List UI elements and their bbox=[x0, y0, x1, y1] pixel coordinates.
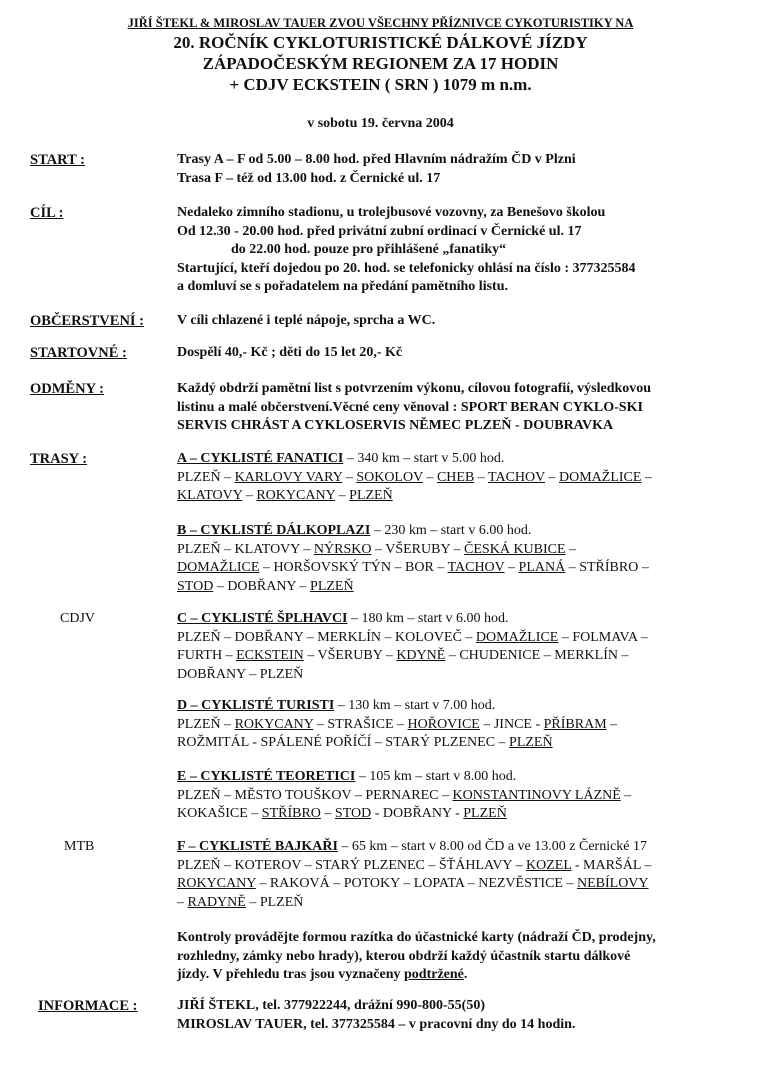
route-stops-line bbox=[177, 666, 648, 685]
route-stops-line bbox=[177, 487, 652, 506]
checkpoint-stop: PLANÁ bbox=[518, 560, 566, 575]
checkpoint-stop: KONSTANTINOVY LÁZNĚ bbox=[452, 787, 621, 803]
informace-line: JIŘÍ ŠTEKL, tel. 377922244, drážní 990-800-55(50) bbox=[177, 998, 485, 1013]
route-stops-line bbox=[177, 629, 648, 648]
route-info: – 180 km – start v 6.00 hod. bbox=[347, 611, 509, 626]
route-stops-line bbox=[177, 578, 649, 597]
stop-text: PLZEŇ – MĚSTO TOUŠKOV – PERNAREC – bbox=[177, 787, 453, 803]
stop-text: – FOLMAVA – bbox=[558, 629, 648, 645]
stop-text: – bbox=[504, 560, 519, 575]
route-b bbox=[177, 522, 649, 596]
route-name: F – CYKLISTÉ BAJKAŘI bbox=[177, 839, 338, 854]
route-heading bbox=[177, 768, 631, 787]
stop-text: – RAKOVÁ – POTOKY – LOPATA – NEZVĚSTICE – bbox=[255, 876, 577, 891]
stop-text: – bbox=[342, 469, 357, 485]
kontroly-line: Kontroly provádějte formou razítka do účastnické karty (nádraží ČD, prodejny, bbox=[177, 930, 656, 945]
stop-text: – DOBŘANY – bbox=[213, 578, 311, 594]
route-e bbox=[177, 768, 631, 824]
checkpoint-stop: KDYNĚ bbox=[396, 648, 446, 663]
stop-text: – VŠERUBY – bbox=[371, 541, 465, 557]
startovne-text bbox=[177, 344, 402, 363]
checkpoint-stop: STŘÍBRO bbox=[261, 806, 321, 821]
stop-text: – STŘÍBRO – bbox=[565, 560, 649, 575]
informace-text bbox=[177, 997, 575, 1034]
route-stops-line bbox=[177, 541, 649, 560]
kontroly-line bbox=[177, 966, 656, 985]
kontroly-line: rozhledny, zámky nebo hrady), kterou obdrží každý účastník startu dálkové bbox=[177, 948, 631, 964]
odmeny-line: Každý obdrží pamětní list s potvrzením výkonu, cílovou fotografií, výsledkovou bbox=[177, 381, 652, 396]
checkpoint-stop: ECKSTEIN bbox=[236, 648, 304, 663]
checkpoint-stop: DOMAŽLICE bbox=[177, 560, 260, 575]
checkpoint-stop: ROKYCANY bbox=[177, 876, 256, 891]
odmeny-label: ODMĚNY : bbox=[30, 381, 104, 397]
event-date: v sobotu 19. června 2004 bbox=[307, 116, 454, 131]
stop-text: PLZEŇ – KOTEROV – STARÝ PLZENEC – ŠŤÁHLAVY – bbox=[177, 857, 527, 873]
checkpoint-stop: RADYNĚ bbox=[187, 894, 246, 910]
stop-text: – PLZEŇ bbox=[245, 894, 304, 910]
stop-text: – bbox=[320, 806, 335, 821]
stop-text: FURTH – bbox=[177, 648, 237, 663]
header-title: 20. ROČNÍK CYKLOTURISTICKÉ DÁLKOVÉ JÍZDY bbox=[173, 33, 588, 52]
stop-text: – bbox=[565, 541, 577, 557]
route-stops-line bbox=[177, 857, 651, 876]
route-name: E – CYKLISTÉ TEORETICI bbox=[177, 769, 356, 784]
start-line: Trasy A – F od 5.00 – 8.00 hod. před Hlavním nádražím ČD v Plzni bbox=[177, 152, 576, 167]
checkpoint-stop: KLATOVY bbox=[177, 488, 243, 503]
checkpoint-stop: PŘÍBRAM bbox=[543, 716, 607, 732]
route-stops-line bbox=[177, 469, 652, 488]
checkpoint-stop: DOMAŽLICE bbox=[475, 629, 559, 645]
header-invitation-line: JIŘÍ ŠTEKL & MIROSLAV TAUER ZVOU VŠECHNY PŘÍZNIVCE CYKOTURISTIKY NA bbox=[127, 16, 634, 30]
checkpoint-stop: DOMAŽLICE bbox=[559, 469, 642, 485]
header-cdjv-line: + CDJV ECKSTEIN ( SRN ) 1079 m n.m. bbox=[229, 75, 532, 94]
stop-text: – bbox=[620, 787, 632, 803]
stop-text: – VŠERUBY – bbox=[303, 648, 397, 663]
route-f bbox=[177, 838, 651, 912]
checkpoint-stop: KOZEL bbox=[526, 857, 572, 873]
checkpoint-stop: TACHOV bbox=[488, 469, 546, 485]
route-info: – 230 km – start v 6.00 hod. bbox=[370, 523, 532, 538]
route-stops-line bbox=[177, 647, 648, 666]
stop-text: PLZEŇ – bbox=[177, 716, 235, 732]
stop-text: – bbox=[545, 469, 560, 485]
obcerstveni-text bbox=[177, 312, 435, 331]
obcerstveni-label: OBČERSTVENÍ : bbox=[30, 313, 145, 329]
odmeny-text bbox=[177, 380, 651, 436]
mtb-side-label: MTB bbox=[64, 839, 95, 854]
start-label: START : bbox=[30, 152, 85, 168]
start-text bbox=[177, 151, 576, 188]
stop-text: – bbox=[335, 488, 350, 503]
route-stops-line bbox=[177, 716, 617, 735]
informace-line: MIROSLAV TAUER, tel. 377325584 – v pracovní dny do 14 hodin. bbox=[177, 1016, 576, 1032]
route-heading bbox=[177, 610, 648, 629]
route-stops-line bbox=[177, 805, 631, 824]
checkpoint-stop: HOŘOVICE bbox=[407, 716, 480, 732]
checkpoint-stop: PLZEŇ bbox=[310, 578, 354, 594]
startovne-label: STARTOVNÉ : bbox=[30, 345, 127, 361]
checkpoint-stop: PLZEŇ bbox=[463, 806, 507, 821]
stop-text: – JINCE - bbox=[479, 716, 544, 732]
route-heading bbox=[177, 838, 651, 857]
route-info: – 340 km – start v 5.00 hod. bbox=[343, 451, 505, 466]
route-name: D – CYKLISTÉ TURISTI bbox=[177, 698, 335, 713]
odmeny-line: listinu a malé občerstvení.Věcné ceny věnoval : SPORT BERAN CYKLO-SKI bbox=[177, 399, 643, 415]
route-heading bbox=[177, 450, 652, 469]
route-info: – 105 km – start v 8.00 hod. bbox=[355, 769, 517, 784]
checkpoint-stop: PLZEŇ bbox=[349, 488, 393, 503]
stop-text: - DOBŘANY - bbox=[371, 806, 464, 821]
checkpoint-stop: ČESKÁ KUBICE bbox=[464, 541, 566, 557]
kontroly-text bbox=[177, 929, 656, 985]
route-name: A – CYKLISTÉ FANATICI bbox=[177, 451, 344, 466]
checkpoint-stop: PLZEŇ bbox=[509, 735, 553, 750]
cil-text bbox=[177, 204, 636, 297]
cil-label: CÍL : bbox=[30, 205, 64, 221]
stop-text: DOBŘANY – PLZEŇ bbox=[177, 666, 304, 682]
stop-text: – bbox=[641, 469, 652, 485]
stop-text: – HORŠOVSKÝ TÝN – BOR – bbox=[259, 560, 448, 575]
checkpoint-stop: NÝRSKO bbox=[313, 541, 372, 557]
obcerstveni-line: V cíli chlazené i teplé nápoje, sprcha a WC. bbox=[177, 313, 436, 328]
stop-text: KOKAŠICE – bbox=[177, 806, 262, 821]
stop-text: – bbox=[606, 716, 618, 732]
route-stops-line bbox=[177, 894, 651, 913]
route-name: B – CYKLISTÉ DÁLKOPLAZI bbox=[177, 523, 371, 538]
stop-text: – CHUDENICE – MERKLÍN – bbox=[445, 648, 629, 663]
route-name: C – CYKLISTÉ ŠPLHAVCI bbox=[177, 611, 348, 626]
stop-text: PLZEŇ – bbox=[177, 469, 235, 485]
checkpoint-stop: STOD bbox=[177, 578, 214, 594]
stop-text: ROŽMITÁL - SPÁLENÉ POŘÍČÍ – STARÝ PLZENEC – bbox=[177, 735, 510, 750]
checkpoint-stop: TACHOV bbox=[447, 560, 505, 575]
stop-text: – bbox=[242, 488, 257, 503]
checkpoint-stop: KARLOVY VARY bbox=[234, 469, 343, 485]
checkpoint-stop: NEBÍLOVY bbox=[576, 876, 649, 891]
odmeny-line: SERVIS CHRÁST A CYKLOSERVIS NĚMEC PLZEŇ - DOUBRAVKA bbox=[177, 418, 614, 433]
route-info: – 65 km – start v 8.00 od ČD a ve 13.00 z Černické 17 bbox=[337, 839, 648, 854]
kontroly-underlined-word: podtržené bbox=[404, 967, 464, 982]
stop-text: – bbox=[177, 894, 188, 910]
stop-text: PLZEŇ – KLATOVY – bbox=[177, 541, 314, 557]
route-info: – 130 km – start v 7.00 hod. bbox=[334, 698, 496, 713]
start-line: Trasa F – též od 13.00 hod. z Černické ul. 17 bbox=[177, 170, 441, 186]
route-stops-line bbox=[177, 787, 631, 806]
route-stops-line bbox=[177, 559, 649, 578]
cil-line: Startující, kteří dojedou po 20. hod. se telefonicky ohlásí na číslo : 377325584 bbox=[177, 260, 636, 276]
checkpoint-stop: STOD bbox=[334, 806, 372, 821]
startovne-line: Dospělí 40,- Kč ; děti do 15 let 20,- Kč bbox=[177, 345, 403, 360]
cil-line: a domluví se s pořadatelem na předání pamětního listu. bbox=[177, 279, 508, 294]
trasy-label: TRASY : bbox=[30, 451, 88, 467]
checkpoint-stop: ROKYCANY bbox=[256, 488, 336, 503]
informace-label: INFORMACE : bbox=[38, 998, 138, 1014]
stop-text: – STRAŠICE – bbox=[313, 716, 408, 732]
kontroly-period: . bbox=[463, 967, 468, 982]
stop-text: PLZEŇ – DOBŘANY – MERKLÍN – KOLOVEČ – bbox=[177, 629, 476, 645]
checkpoint-stop: SOKOLOV bbox=[356, 469, 423, 485]
route-stops-line bbox=[177, 734, 617, 753]
route-d bbox=[177, 697, 617, 753]
cil-line: Nedaleko zimního stadionu, u trolejbusové vozovny, za Benešovo školou bbox=[177, 205, 606, 220]
checkpoint-stop: ROKYCANY bbox=[234, 716, 314, 732]
kontroly-line3-text: jízdy. V přehledu tras jsou vyznačeny bbox=[177, 967, 404, 982]
stop-text: – bbox=[422, 469, 437, 485]
checkpoint-stop: CHEB bbox=[436, 469, 475, 485]
route-stops-line bbox=[177, 875, 651, 894]
cil-line: do 22.00 hod. pouze pro přihlášené „fanatiky“ bbox=[231, 242, 507, 257]
header-subtitle: ZÁPADOČESKÝM REGIONEM ZA 17 HODIN bbox=[202, 54, 559, 73]
route-c bbox=[177, 610, 648, 684]
cdjv-side-label: CDJV bbox=[60, 611, 96, 626]
route-a bbox=[177, 450, 652, 506]
route-heading bbox=[177, 697, 617, 716]
cil-line: Od 12.30 - 20.00 hod. před privátní zubní ordinací v Černické ul. 17 bbox=[177, 223, 582, 239]
stop-text: - MARŠÁL – bbox=[571, 857, 652, 873]
route-heading bbox=[177, 522, 649, 541]
stop-text: – bbox=[474, 469, 489, 485]
